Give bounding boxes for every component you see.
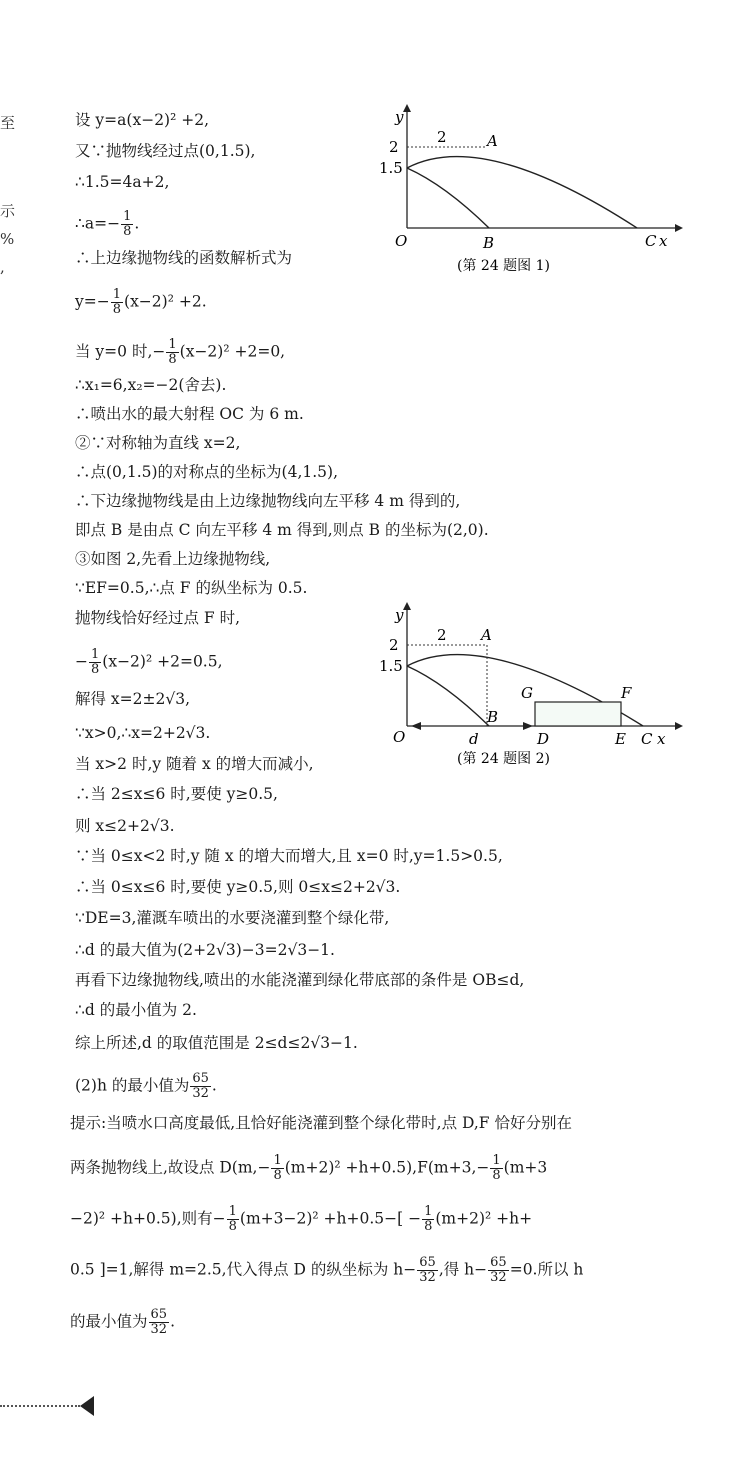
y-label: y (395, 108, 404, 126)
origin-label: O (393, 728, 406, 746)
solution-line: ∵x>0,∴x=2+2√3. (75, 724, 211, 742)
fraction: $\frac{65}{32}$ (419, 1255, 436, 1285)
caption-2: (第 24 题图 2) (457, 751, 550, 767)
solution-line: 综上所述,d 的取值范围是 2≤d≤2√3−1. (75, 1034, 358, 1052)
y-axis-arrow (403, 602, 411, 610)
solution-line: 设 y=a(x−2)² +2, (75, 111, 210, 129)
fraction: $\frac{65}{32}$ (192, 1071, 209, 1101)
page-arrow-icon (80, 1396, 94, 1416)
x-label: x (657, 730, 666, 748)
solution-line: 即点 B 是由点 C 向左平移 4 m 得到,则点 B 的坐标为(2,0). (75, 521, 489, 539)
point-b: B (487, 708, 499, 726)
caption-1: (第 24 题图 1) (457, 258, 550, 274)
x-axis-arrow (675, 224, 683, 232)
label-2: 2 (389, 138, 399, 156)
edge-char: 示 (0, 202, 16, 220)
hint-line: 提示:当喷水口高度最低,且恰好能浇灌到整个绿化带时,点 D,F 恰好分别在 (70, 1114, 572, 1132)
solution-line: ∴下边缘抛物线是由上边缘抛物线向左平移 4 m 得到的, (75, 492, 461, 510)
figure-1 (375, 100, 685, 290)
point-e: E (615, 730, 626, 748)
solution-line: 再看下边缘抛物线,喷出的水能浇灌到绿化带底部的条件是 OB≤d, (75, 971, 525, 989)
solution-line: ②∵对称轴为直线 x=2, (75, 434, 241, 452)
fraction: $\frac{1}{8}$ (123, 209, 132, 239)
figure-2 (375, 598, 685, 778)
solution-line: ∴d 的最大值为(2+2√3)−3=2√3−1. (75, 941, 335, 959)
fraction: $\frac{1}{8}$ (228, 1204, 237, 1234)
solution-line: − $\frac{1}{8}$ (x−2)² +2=0.5, (75, 647, 223, 677)
solution-line: y=− $\frac{1}{8}$ (x−2)² +2. (75, 287, 207, 317)
solution-line: ∵当 0≤x<2 时,y 随 x 的增大而增大,且 x=0 时,y=1.5>0.5, (75, 847, 503, 865)
solution-line: 又∵抛物线经过点(0,1.5), (75, 142, 256, 160)
solution-line: ∴喷出水的最大射程 OC 为 6 m. (75, 405, 304, 423)
lower-parabola (407, 168, 489, 228)
solution-line: ③如图 2,先看上边缘抛物线, (75, 550, 271, 568)
hint-line: 两条抛物线上,故设点 D(m,− $\frac{1}{8}$ (m+2)² +h+0.5),F(m+3,− $\frac{1}{8}$ (m+3 (70, 1153, 548, 1183)
fraction: $\frac{1}{8}$ (168, 337, 177, 367)
fraction: $\frac{1}{8}$ (112, 287, 122, 317)
solution-line: 则 x≤2+2√3. (75, 817, 175, 835)
point-c: C (645, 232, 657, 250)
solution-line: 解得 x=2±2√3, (75, 690, 191, 708)
solution-line: ∴a=− $\frac{1}{8}$ . (75, 209, 140, 239)
x-label: x (659, 232, 668, 250)
point-a: A (487, 132, 498, 150)
page-footer-dots (0, 1405, 80, 1407)
solution-line: ∴当 0≤x≤6 时,要使 y≥0.5,则 0≤x≤2+2√3. (75, 878, 401, 896)
hint-line: −2)² +h+0.5),则有− $\frac{1}{8}$ (m+3−2)² +h+0.5−[ − $\frac{1}{8}$ (m+2)² +h+ (70, 1204, 533, 1234)
fraction: $\frac{65}{32}$ (490, 1255, 507, 1285)
fraction: $\frac{65}{32}$ (150, 1307, 168, 1337)
edge-char: , (0, 258, 5, 276)
solution-line: ∴d 的最小值为 2. (75, 1001, 197, 1019)
solution-line: (2)h 的最小值为 $\frac{65}{32}$ . (75, 1071, 217, 1101)
origin-label: O (395, 232, 408, 250)
solution-line: ∴x₁=6,x₂=−2(舍去). (75, 376, 227, 394)
d-arrow-left (411, 722, 421, 730)
y-label: y (395, 606, 404, 624)
solution-line: ∴上边缘抛物线的函数解析式为 (75, 249, 293, 267)
hint-line: 0.5 ]=1,解得 m=2.5,代入得点 D 的纵坐标为 h− $\frac{65}{32}$ ,得 h− $\frac{65}{32}$ =0.所以 h (70, 1255, 584, 1285)
point-f: F (621, 684, 632, 702)
hint-line: 的最小值为 $\frac{65}{32}$ . (70, 1307, 175, 1337)
solution-line: ∴点(0,1.5)的对称点的坐标为(4,1.5), (75, 463, 338, 481)
fraction: $\frac{1}{8}$ (91, 647, 100, 677)
point-b: B (483, 234, 495, 252)
solution-line: ∵EF=0.5,∴点 F 的纵坐标为 0.5. (75, 579, 308, 597)
green-belt (535, 702, 621, 726)
label-2-top: 2 (437, 128, 447, 146)
point-d: D (537, 730, 550, 748)
point-a: A (481, 626, 492, 644)
label-2: 2 (389, 636, 399, 654)
y-axis-arrow (403, 104, 411, 112)
d-arrow-right (523, 722, 533, 730)
fraction: $\frac{1}{8}$ (273, 1153, 282, 1183)
point-c: C (641, 730, 653, 748)
solution-line: ∴1.5=4a+2, (75, 173, 170, 191)
solution-line: ∴当 2≤x≤6 时,要使 y≥0.5, (75, 785, 278, 803)
edge-char: 至 (0, 114, 16, 132)
solution-line: 抛物线恰好经过点 F 时, (75, 609, 241, 627)
solution-line: ∵DE=3,灌溉车喷出的水要浇灌到整个绿化带, (75, 909, 390, 927)
fraction: $\frac{1}{8}$ (424, 1204, 433, 1234)
label-1-5: 1.5 (379, 159, 403, 177)
solution-line: 当 x>2 时,y 随着 x 的增大而减小, (75, 755, 314, 773)
lower-parabola (407, 666, 489, 726)
point-g: G (521, 684, 533, 702)
upper-parabola (407, 157, 637, 228)
edge-char: % (0, 230, 15, 248)
label-1-5: 1.5 (379, 657, 403, 675)
label-2-top: 2 (437, 626, 447, 644)
d-label: d (469, 730, 479, 748)
solution-line: 当 y=0 时,− $\frac{1}{8}$ (x−2)² +2=0, (75, 337, 286, 367)
x-axis-arrow (675, 722, 683, 730)
fraction: $\frac{1}{8}$ (492, 1153, 501, 1183)
